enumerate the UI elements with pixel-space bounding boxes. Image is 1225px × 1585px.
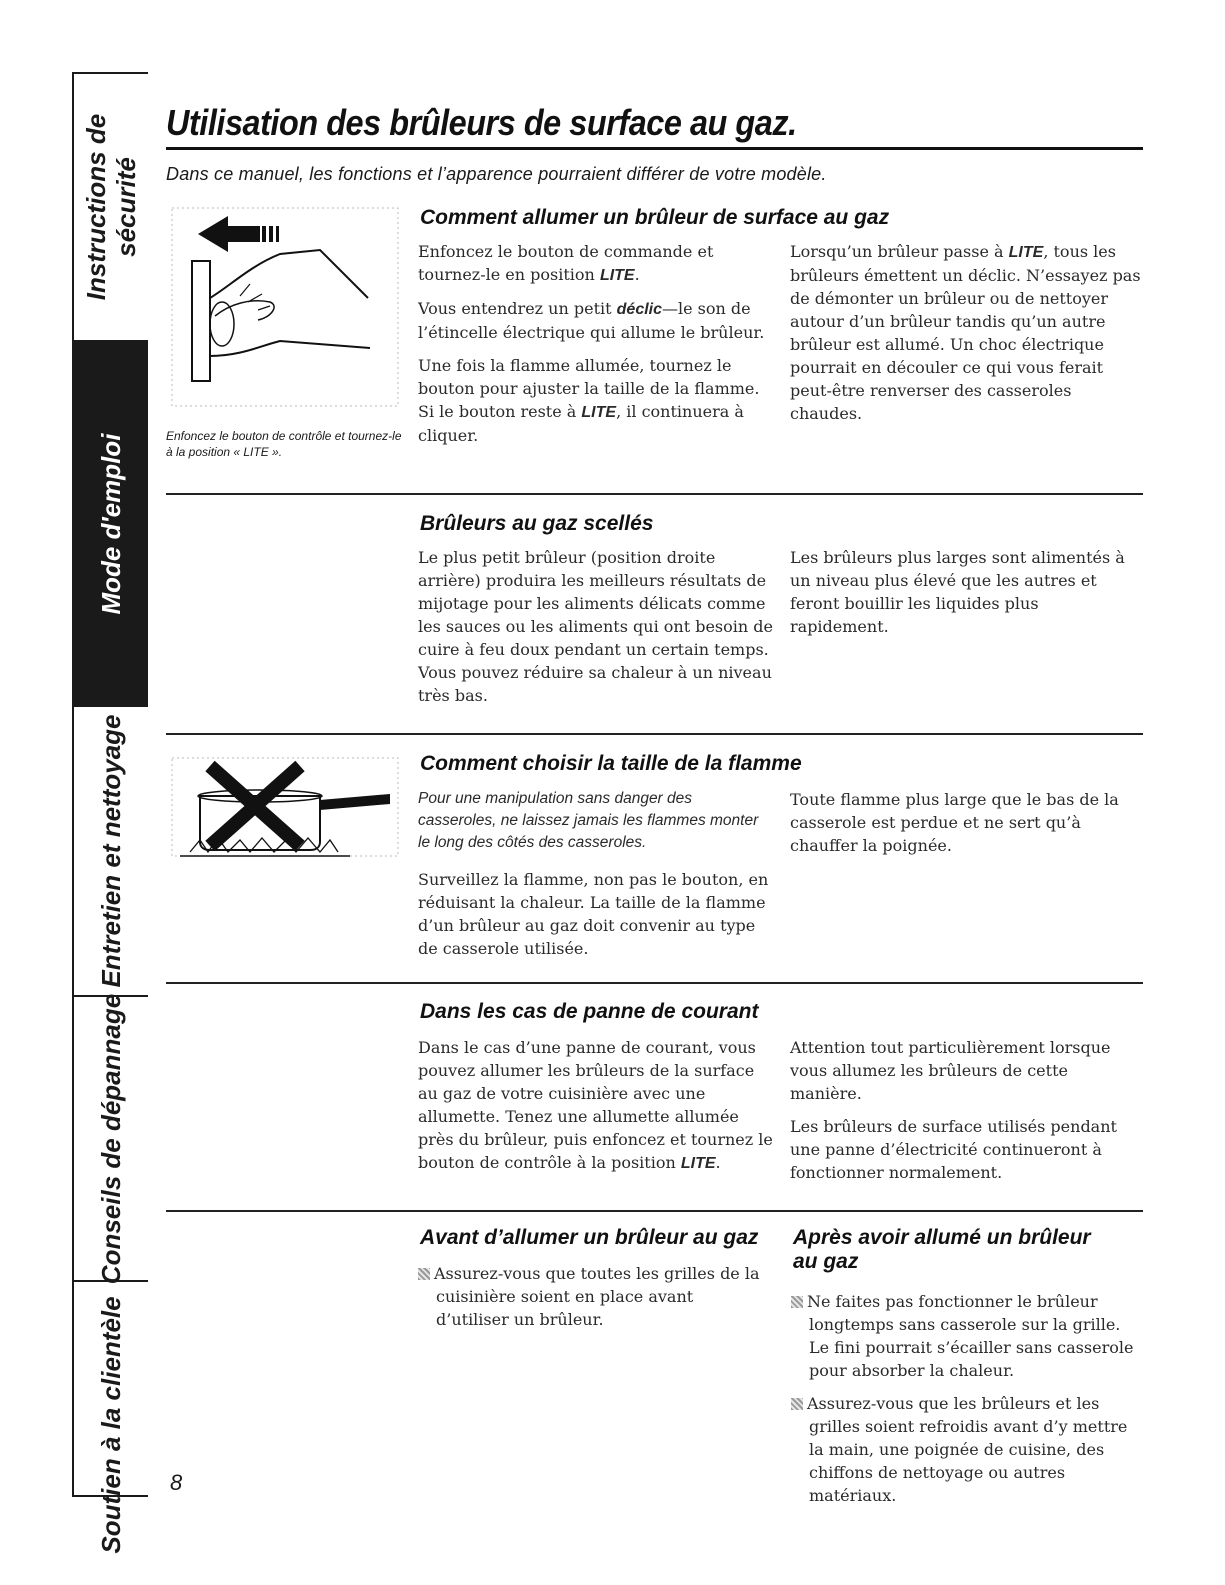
tab-label: Mode d'emploi bbox=[96, 433, 126, 614]
text: . bbox=[715, 1153, 721, 1172]
sidebar-tabs bbox=[72, 72, 148, 1554]
text: . bbox=[634, 265, 640, 284]
tab-mode-emploi[interactable] bbox=[74, 342, 148, 707]
tab-label: Instructions de sécurité bbox=[81, 113, 141, 301]
paragraph: Les brûleurs de surface utilisés pendant une panne d’électricité continueront à fonctionner normalement. bbox=[790, 1117, 1117, 1182]
section-title-scelles: Brûleurs au gaz scellés bbox=[420, 512, 654, 535]
paragraph: Le plus petit brûleur (position droite arrière) produira les meilleurs résultats de mijotage pour les aliments délicats comme les sauces ou les aliments qui ont besoin de cuire à feu doux pendant un certain temps. Vous pouvez réduire sa chaleur à un niveau très bas. bbox=[418, 548, 773, 705]
text: , tous les brûleurs émettent un déclic. N’essayez pas de démonter un brûleur ou de nettoyer autour d’un brûleur tandis qu’un autre brûleur est allumé. Un choc électrique pourrait en découler ce qui vous ferait peut-être renverser des casseroles chaudes. bbox=[790, 242, 1141, 423]
lite-label: LITE bbox=[581, 404, 617, 421]
page-title: Utilisation des brûleurs de surface au gaz. bbox=[166, 102, 797, 143]
text: , il continuera à cliquer. bbox=[418, 402, 744, 445]
paragraph: Surveillez la flamme, non pas le bouton, en réduisant la chaleur. La taille de la flamme d’un brûleur au gaz doit convenir au type de casserole utilisée. bbox=[418, 870, 769, 958]
page-number: 8 bbox=[170, 1470, 183, 1495]
list-item bbox=[791, 1290, 1136, 1382]
bullet-icon bbox=[791, 1398, 803, 1410]
section-title-flamme: Comment choisir la taille de la flamme bbox=[420, 752, 802, 775]
text: Lorsqu’un brûleur passe à bbox=[790, 242, 1009, 261]
paragraph: Attention tout particulièrement lorsque vous allumez les brûleurs de cette manière. bbox=[790, 1038, 1111, 1103]
section-title-allumer: Comment allumer un brûleur de surface au gaz bbox=[420, 206, 890, 229]
tab-instructions-securite[interactable] bbox=[74, 72, 148, 342]
bullet-icon bbox=[791, 1296, 803, 1308]
page-subtitle: Dans ce manuel, les fonctions et l’apparence pourraient différer de votre modèle. bbox=[166, 164, 827, 184]
title-rule bbox=[166, 147, 1143, 150]
list-item bbox=[791, 1392, 1136, 1507]
paragraph: Les brûleurs plus larges sont alimentés à un niveau plus élevé que les autres et feront bouillir les liquides plus rapidement. bbox=[790, 548, 1125, 636]
sidebar-bottom-rule bbox=[72, 1495, 148, 1497]
tab-label: Conseils de dépannage bbox=[96, 993, 126, 1284]
tab-label: Entretien et nettoyage bbox=[96, 714, 126, 988]
apres-list bbox=[791, 1290, 1136, 1517]
section-title-panne: Dans les cas de panne de courant bbox=[420, 1000, 759, 1023]
section-title-apres: Après avoir allumé un brûleur au gaz bbox=[793, 1226, 1091, 1273]
scelles-right-column bbox=[790, 546, 1140, 648]
section-divider bbox=[166, 493, 1143, 495]
declic-label: déclic bbox=[616, 301, 662, 318]
text: Une fois la flamme allumée, tournez le bouton pour ajuster la taille de la flamme. Si le bouton reste à bbox=[418, 356, 760, 421]
panne-left-column bbox=[418, 1036, 773, 1185]
text: Dans le cas d’une panne de courant, vous pouvez allumer les brûleurs de la surface au gaz de votre cuisinière avec une allumette. Tenez une allumette allumée près du brûleur, puis enfoncez et tournez le bouton de contrôle à la position bbox=[418, 1038, 773, 1172]
section-divider bbox=[166, 1210, 1143, 1212]
lite-label: LITE bbox=[680, 1155, 716, 1172]
section-divider bbox=[166, 982, 1143, 984]
tab-label: Soutien à la clientèle bbox=[96, 1295, 126, 1554]
list-item-text: Assurez-vous que les brûleurs et les grilles soient refroidis avant d’y mettre la main, une poignée de cuisine, des chiffons de nettoyage ou autres matériaux. bbox=[807, 1394, 1128, 1505]
scelles-left-column bbox=[418, 546, 773, 717]
list-item-text: Assurez-vous que toutes les grilles de la cuisinière soient en place avant d’utiliser un brûleur. bbox=[434, 1264, 760, 1329]
tab-conseils-depannage[interactable] bbox=[74, 993, 148, 1284]
flamme-left-column bbox=[418, 788, 773, 970]
bullet-icon bbox=[418, 1268, 430, 1280]
allumer-left-column bbox=[418, 240, 768, 457]
text: Enfoncez le bouton de commande et tournez-le en position bbox=[418, 242, 714, 284]
tab-entretien-nettoyage[interactable] bbox=[74, 707, 148, 997]
paragraph: Toute flamme plus large que le bas de la casserole est perdue et ne sert qu’à chauffer la poignée. bbox=[790, 790, 1119, 855]
tab-soutien-clientele[interactable] bbox=[74, 1282, 148, 1567]
section-title-avant: Avant d’allumer un brûleur au gaz bbox=[420, 1226, 759, 1249]
knob-push-illustration bbox=[170, 206, 400, 411]
flamme-right-column bbox=[790, 788, 1135, 867]
panne-right-column bbox=[790, 1036, 1135, 1194]
pan-flame-warning-illustration bbox=[170, 756, 400, 861]
text: —le son de l’étincelle électrique qui allume le brûleur. bbox=[418, 299, 765, 342]
section-divider bbox=[166, 733, 1143, 735]
lite-label: LITE bbox=[599, 267, 635, 284]
safety-note: Pour une manipulation sans danger des casseroles, ne laissez jamais les flammes monter le long des côtés des casseroles. bbox=[418, 790, 759, 851]
avant-list bbox=[418, 1262, 768, 1341]
list-item bbox=[418, 1262, 768, 1331]
text: Vous entendrez un petit bbox=[418, 299, 617, 318]
list-item-text: Ne faites pas fonctionner le brûleur longtemps sans casserole sur la grille. Le fini pourrait s’écailler sans casserole pour absorber la chaleur. bbox=[807, 1292, 1134, 1380]
lite-label: LITE bbox=[1008, 244, 1044, 261]
allumer-right-column bbox=[790, 240, 1145, 435]
figure-caption: Enfoncez le bouton de contrôle et tournez-le à la position « LITE ». bbox=[166, 429, 402, 459]
